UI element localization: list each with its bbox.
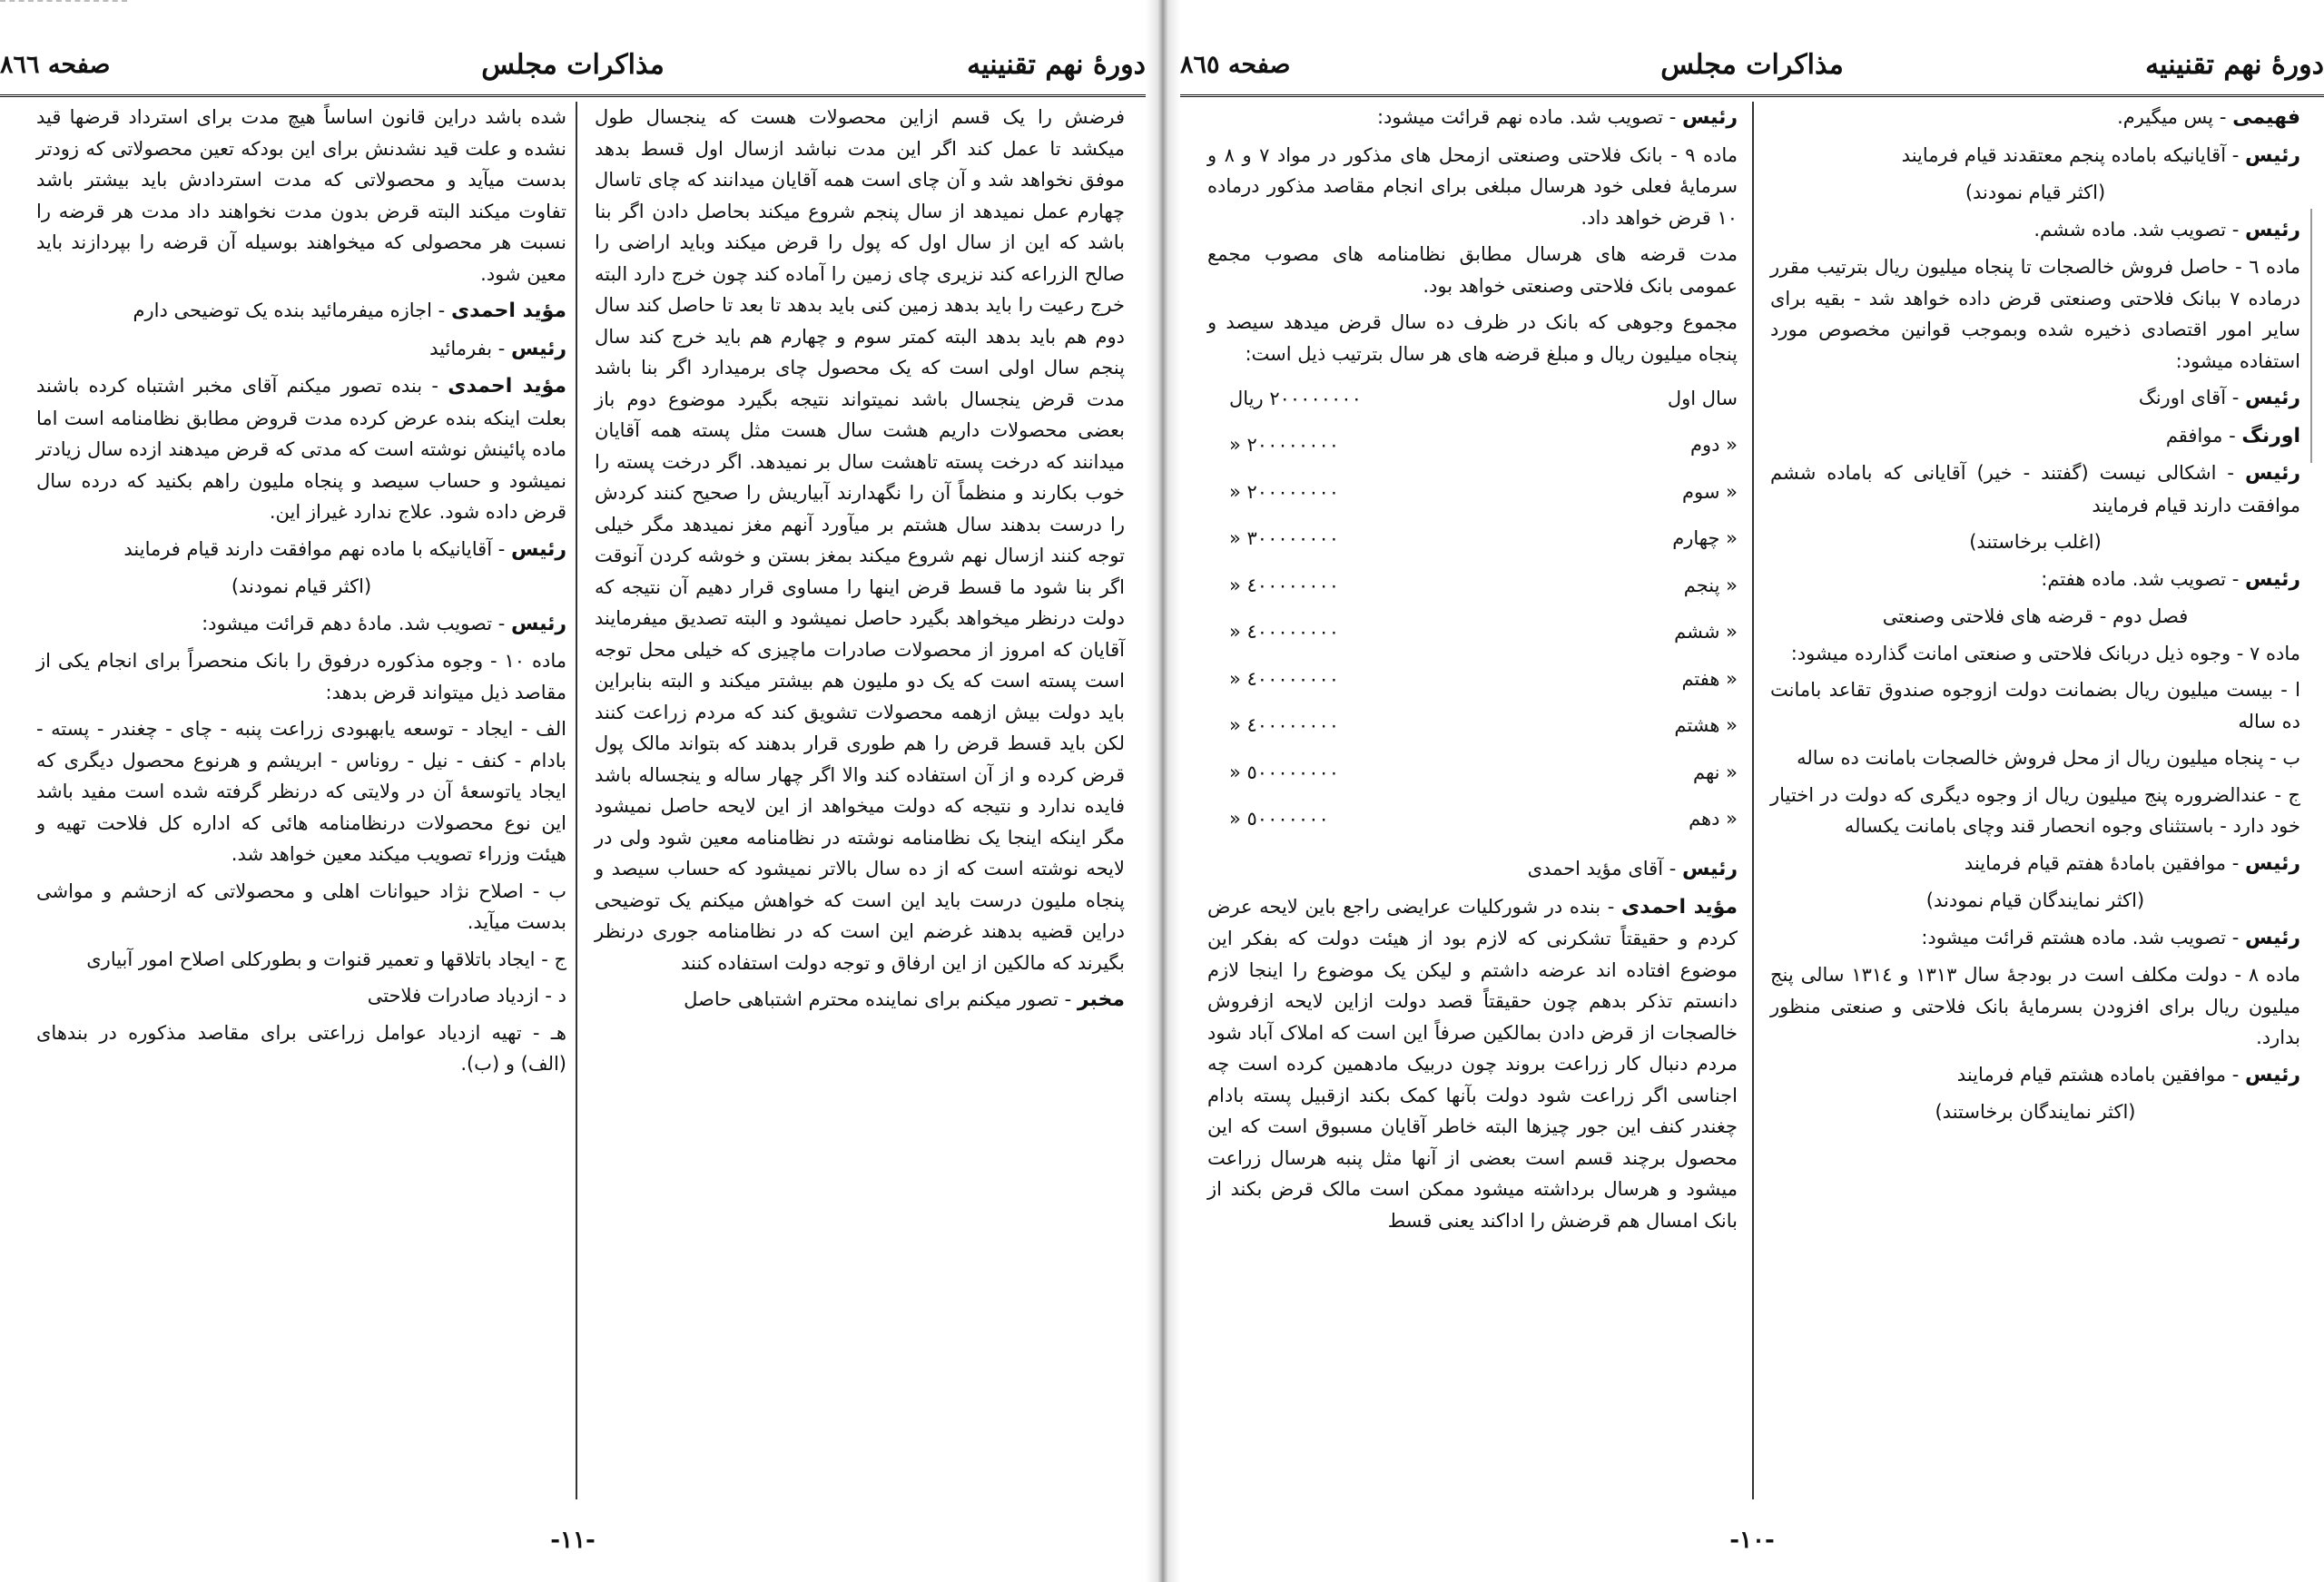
centered-note: (اغلب برخاستند) [1969,531,2102,553]
loan-table-row [1229,703,1738,750]
loan-table-row [1229,749,1738,796]
speech-paragraph: رئیس - تصویب شد. ماده هفتم: [2041,567,2300,591]
loan-amount [1229,516,1493,563]
speech-paragraph: رئیس - آقایانیکه باماده پنجم معتقدند قیام فرمایند [1901,143,2300,167]
loan-year: « چهارم [1672,527,1738,549]
body-paragraph: فرضش را یک قسم ازاین محصولات هست که ینجسال طول میکشد تا عمل کند اگر این مدت نباشد ازسال اول قسط بدهد موفق نخواهد شد و آن چای است همه آقایان میدانند که چای تاسال چهارم عمل نمیدهد از سال پنجم شروع میکند بحاصل دادن اگر بنا باشد که این از سال اول که پول را قرض میکند وباید اراضی را صالح الزراعه کند نزیری چای زمین را آماده کند چون خرج دارد البته خرج رعیت را باید بدهد زمین کنی باید بدهد تا بعد تا حاصل کند سال دوم هم باید بدهد البته کمتر سوم و چهارم هم باید خرج کند سال پنجم سال اولی است که یک محصول چای برمیدارد اگر بنا باشد مدت قرض ینجسال باشد نمیتواند نتیجه بگیرد موضوع دوم باز بعضی محصولات داریم هشت سال هست مثل پسته همه آقایان میدانند که درخت پسته تاهشت سال بر نمیدهد. اگر درخت پسته را خوب بکارند و منظماً آن را نگهدارند آبیاریش را صحیح کنند کردش را درست بدهند سال هشتم بر میآورد آنهم مغز نمیدهد مگر خیلی توجه کنند ازسال نهم شروع میکند بمغز بستن و خوشه کردن آنوقت اگر بنا شود ما قسط قرض اینها را مساوی قرار دهیم آن نتیجه که دولت درنظر میخواهد بگیرد حاصل نمیشود و البته تصدیق میفرمایند آقایان که امروز از محصولات صادرات ماچیزی که خیلی محل توجه است پسته است که یک دو ملیون هم بیشتر میکند و البته بنابراین باید دولت بیش ازهمه محصولات تشویق کند که مردم زراعت کنند لکن باید قسط قرض را هم طوری قرار بدهند که بتواند مالک پول قرض کرده و از آن استفاده کند والا اگر چهار ساله و ینجساله باشد فایده ندارد و نتیجه که دولت میخواهد از این لایحه حاصل نمیشود مگر اینکه اینجا یک نظامنامه نوشته در نظامنامه معین شود ولی در لایحه نوشته است که از ده سال بالاتر نمیشود که حساب سیصد و پنجاه ملیون درست باید این است که خواهش میکنم یک توضیحی دراین قضیه بدهند غرضم این است که در نظامنامه جوری درنظر بگیرند که مالکین از این ارفاق و توجه دولت استفاده کنند [595,106,1125,974]
body-paragraph: ماده ٦ - حاصل فروش خالصجات تا پنجاه میلیون ریال بترتیب مقرر درماده ٧ ببانک فلاحتی وصنعتی قرض داده خواهد شد - بقیه برای سایر امور اقتصادی ذخیره شده وبموجب قوانین مخصوص مورد استفاده میشود: [1770,256,2300,372]
body-paragraph: ج - ایجاد باتلاقها و تعمیر قنوات و بطورکلی اصلاح امور آبیاری [86,948,566,970]
speech-text: آقایانیکه با ماده نهم موافقت دارند قیام فرمایند [123,537,493,560]
speech-paragraph: رئیس - آقای مؤید احمدی [1527,858,1738,880]
loan-year: « دوم [1689,434,1738,456]
loan-amount [1229,468,1493,516]
speech-text: تصویب شد. مادهٔ دهم قرائت میشود: [202,612,493,634]
speaker-name: اورنگ [2241,424,2300,447]
speech-text: آقایانیکه باماده پنجم معتقدند قیام فرمایند [1901,143,2227,166]
loan-table-row [1229,609,1738,656]
speech-paragraph: رئیس - تصویب شد. ماده نهم قرائت میشود: [1376,106,1738,129]
loan-amount-value: ٥٠٠٠٠٠٠٠٠ « [1229,761,1340,783]
speaker-name: رئیس [2244,926,2300,949]
left-header-page-number: صفحه ٨٦٦ [0,51,111,79]
right-header-page-number: صفحه ٨٦٥ [1180,51,1291,79]
centered-note: (اکثر نمایندگان قیام نمودند) [1925,889,2145,911]
loan-table-row [1229,375,1738,422]
left-header-series: دورهٔ نهم تقنینیه [967,49,1146,81]
left-column-divider [576,102,577,1499]
centered-note: (اکثر نمایندگان برخاستند) [1935,1101,2136,1123]
right-page-left-column [1207,102,1738,1242]
speech-paragraph: رئیس - اشکالی نیست (گفتند - خیر) آقایانی که باماده ششم موافقت دارند قیام فرمایند [1770,462,2300,516]
loan-amount-value: ٣٠٠٠٠٠٠٠٠ « [1229,527,1340,549]
speech-paragraph: رئیس - آقای اورنگ [2138,387,2300,409]
speech-text: اشکالی نیست (گفتند - خیر) آقایانی که باماده ششم موافقت دارند قیام فرمایند [1770,462,2300,516]
body-paragraph: ج - عندالضروره پنج میلیون ریال از وجوه دیگری که دولت در اختیار خود دارد - باستثنای وجوه انحصار قند وچای بامانت یکساله [1770,783,2300,837]
speaker-name: رئیس [2244,851,2300,875]
left-page-right-column [595,102,1125,1022]
body-paragraph: ماده ١٠ - وجوه مذکوره درفوق را بانک منحصراً برای انجام یکی از مقاصد ذیل میتواند قرض بدهد: [36,650,566,703]
speech-paragraph: مؤید احمدی - بنده تصور میکنم آقای مخبر اشتباه کرده باشند بعلت اینکه بنده عرض کرده مدت قروض مطابق نظامنامه است اما ماده پائینش نوشته است که مدتی که قرض میدهند ازده سال زیادتر نمیشود و حساب سیصد و پنجاه ملیون راهم بکنید که درده سال قرض داده شود. علاج ندارد غیراز این. [36,375,566,523]
loan-amount [1229,609,1493,656]
speech-text: بفرمائید [429,337,493,359]
right-column-divider [1752,102,1754,1499]
left-page-footer: -١١- [550,1527,596,1554]
speech-paragraph: رئیس - موافقین باماده هشتم قیام فرمایند [1956,1063,2300,1086]
speech-text: تصور میکنم برای نماینده محترم اشتباهی حاصل [684,988,1059,1010]
speaker-name: رئیس [2244,567,2300,591]
loan-table-row [1229,468,1738,516]
speech-paragraph: رئیس - بفرمائید [429,337,566,360]
speech-paragraph: مؤید احمدی - بنده در شورکلیات عرایضی راجع باین لایحه عرض کردم و حقیقتاً تشکرنی که لازم بود از هیئت دولت که بفکر این موضوع افتاده اند عرضه داشتم و لیکن یک موضوع را اینجا لازم دانستم تذکر بدهم چون حقیقتاً قصد دولت ازاین لایحه ازفروش خالصجات از قرض دادن بمالکین صرفاً این است که املاک آباد شود مردم دنبال کار زراعت بروند چون دربیک مادهمین کرده است چه اجناسی اگر زراعت شود دولت بآنها کمک بکند ازقبیل پسته بادام چغندر کنف این جور چیزها البته خاطر آقایان مسبوق است که این محصول برچند قسم است بعضی از آنها مثل پنبه هرسال زراعت میشود و هرسال برداشته میشود ممکن است مالک قرض بکند از بانک امسال هم قرضش را اداکند یعنی قسط [1207,895,1738,1232]
body-paragraph: د - ازدیاد صادرات فلاحتی [367,985,566,1007]
speaker-name: رئیس [510,612,566,635]
right-page [1180,0,2324,1582]
loan-year: « سوم [1682,480,1738,503]
right-page-header [1180,42,2324,93]
speech-paragraph: رئیس - تصویب شد. ماده هشتم قرائت میشود: [1921,926,2300,949]
speech-paragraph: مخبر - تصور میکنم برای نماینده محترم اشتباهی حاصل [684,988,1125,1011]
loan-year: « هفتم [1681,667,1738,690]
speaker-name: رئیس [1681,858,1738,880]
body-paragraph: ماده ٧ - وجوه ذیل دربانک فلاحتی و صنعتی امانت گذارده میشود: [1790,642,2300,664]
loan-table-row [1229,516,1738,563]
body-paragraph: ماده ٩ - بانک فلاحتی وصنعتی ازمحل های مذکور در مواد ٧ و ٨ و سرمایهٔ فعلی خود هرسال مبلغی برای انجام مقاصد مذکور درماده ١٠ قرض خواهد داد. [1207,143,1738,229]
speaker-name: مؤید احمدی [450,300,566,322]
loan-amount-value: ٢٠٠٠٠٠٠٠٠ « [1229,480,1340,503]
loan-amount-value: ٢٠٠٠٠٠٠٠٠ « [1229,434,1340,456]
speech-text: آقای اورنگ [2138,387,2227,408]
loan-year: « پنجم [1683,574,1738,596]
scan-margin-mark [2310,209,2312,463]
speaker-name: مؤید احمدی [1620,895,1738,919]
loan-table-row [1229,796,1738,843]
loan-amount-value: ٤٠٠٠٠٠٠٠٠ « [1229,574,1340,596]
right-page-right-column [1770,102,2300,1134]
speaker-name: رئیس [2244,1063,2300,1086]
speech-paragraph: فهیمی - پس میگیرم. [2117,106,2300,129]
speech-text: تصویب شد. ماده هشتم قرائت میشود: [1921,926,2227,948]
body-paragraph: شده باشد دراین قانون اساساً هیچ مدت برای استرداد قرضها قید نشده و علت قید نشدنش برای این بودکه تعین محصولاتی که زودتر بدست میآید و محصولاتی که مدت استردادش باید بیشتر باشد تفاوت میکند البته قرض بدون مدت نخواهند داد مدت هر قرضه را نسبت هر محصولی که میخواهند بوسیله آن قرضه را بپردازند باید معین شود. [36,106,566,285]
speaker-name: رئیس [2244,462,2300,485]
speech-paragraph: رئیس - آقایانیکه با ماده نهم موافقت دارند قیام فرمایند [123,537,566,561]
loan-year: « هشتم [1674,714,1738,736]
loan-amount-value: ٤٠٠٠٠٠٠٠٠ « [1229,621,1340,643]
body-paragraph: مدت قرضه های هرسال مطابق نظامنامه های مصوب مجمع عمومی بانک فلاحتی وصنعتی خواهد بود. [1207,243,1738,297]
speaker-name: رئیس [1681,106,1738,129]
speaker-name: رئیس [2244,387,2300,409]
speech-text: اجازه میفرمائید بنده یک توضیحی دارم [133,300,432,321]
loan-table-row [1229,655,1738,703]
body-paragraph: الف - ایجاد - توسعه یابهبودی زراعت پنبه - چای - چغندر - پسته - بادام - کنف - نیل - روناس - ابریشم و هرنوع محصول دیگری که ایجاد یاتوسعهٔ آن در ولایتی که درنظر گرفته شده است مفید باشد این نوع محصولات درنظامنامه هائی که اداره کل فلاحت تهیه و هیئت وزراء تصویب میکند معین خواهد شد. [36,718,566,865]
speaker-name: رئیس [2244,218,2300,241]
centered-note: (اکثر قیام نمودند) [1965,182,2106,203]
speaker-name: مؤید احمدی [448,375,566,398]
left-header-title: مذاکرات مجلس [481,49,665,81]
speaker-name: مخبر [1077,988,1125,1011]
speech-text: تصویب شد. ماده نهم قرائت میشود: [1376,106,1664,128]
left-page-header [0,42,1146,93]
loan-amount-value: ٤٠٠٠٠٠٠٠٠ « [1229,714,1340,736]
speech-text: بنده در شورکلیات عرایضی راجع باین لایحه عرض کردم و حقیقتاً تشکرنی که لازم بود از هیئت دولت که بفکر این موضوع افتاده اند عرضه داشتم و لیکن یک موضوع را اینجا لازم دانستم تذکر بدهم چون حقیقتاً قصد دولت ازاین لایحه ازفروش خالصجات از قرض دادن بمالکین صرفاً این است که املاک آباد شود مردم دنبال کار زراعت بروند چون دربیک مادهمین کرده است چه اجناسی اگر زراعت شود دولت بآنها کمک بکند ازقبیل پسته بادام چغندر کنف این جور چیزها البته خاطر آقایان مسبوق است که این محصول برچند قسم است بعضی از آنها مثل پنبه هرسال زراعت میشود و هرسال برداشته میشود ممکن است مالک قرض بکند از بانک امسال هم قرضش را اداکند یعنی قسط [1207,895,1738,1232]
loan-amount [1229,375,1493,422]
speech-text: موافقم [2165,424,2223,447]
speech-paragraph: رئیس - تصویب شد. مادهٔ دهم قرائت میشود: [202,612,566,635]
left-page [0,0,1146,1582]
body-paragraph: هـ - تهیه ازدیاد عوامل زراعتی برای مقاصد مذکوره در بندهای (الف) و (ب). [36,1021,566,1075]
speech-text: پس میگیرم. [2117,106,2214,128]
right-page-footer: -١٠- [1729,1527,1775,1554]
loan-amount [1229,749,1493,796]
right-header-series: دورهٔ نهم تقنینیه [2145,49,2324,81]
speech-paragraph: اورنگ - موافقم [2165,424,2300,447]
body-paragraph: ا - بیست میلیون ریال بضمانت دولت ازوجوه صندوق تقاعد بامانت ده ساله [1770,679,2300,732]
loan-amount-value: ٥٠٠٠٠٠٠٠ « [1229,808,1329,830]
speech-text: آقای مؤید احمدی [1527,858,1664,879]
loan-amount [1229,422,1493,469]
loan-amount [1229,562,1493,609]
speech-paragraph: مؤید احمدی - اجازه میفرمائید بنده یک توضیحی دارم [133,300,566,322]
body-paragraph: ب - اصلاح نژاد حیوانات اهلی و محصولاتی که ازحشم و مواشی بدست میآید. [36,879,566,933]
loan-year: « نهم [1692,761,1738,783]
speaker-name: رئیس [2244,143,2300,167]
book-gutter [1146,0,1180,1582]
loan-year: « دهم [1689,808,1738,830]
loan-table-row [1229,562,1738,609]
loan-currency: ریال [1229,387,1264,409]
speech-text: تصویب شد. ماده ششم. [2034,218,2227,241]
speech-text: تصویب شد. ماده هفتم: [2041,567,2227,590]
annual-loan-table [1229,375,1738,842]
loan-amount-value: ٢٠٠٠٠٠٠٠٠ [1269,387,1362,409]
centered-note: (اکثر قیام نمودند) [231,575,372,597]
loan-amount [1229,796,1493,843]
loan-amount [1229,655,1493,703]
speech-text: موافقین بامادهٔ هفتم قیام فرمایند [1964,851,2227,874]
centered-note: فصل دوم - قرضه های فلاحتی وصنعتی [1882,605,2189,627]
speaker-name: فهیمی [2232,106,2300,129]
speaker-name: رئیس [510,537,566,561]
body-paragraph: مجموع وجوهی که بانک در ظرف ده سال قرض میدهد سیصد و پنجاه میلیون ریال و مبلغ قرضه های هر سال بترتیب ذیل است: [1207,311,1738,365]
speech-text: موافقین باماده هشتم قیام فرمایند [1956,1063,2227,1086]
loan-table-row [1229,422,1738,469]
speech-paragraph: رئیس - تصویب شد. ماده ششم. [2034,218,2300,241]
right-header-title: مذاکرات مجلس [1660,49,1844,81]
loan-amount [1229,703,1493,750]
left-header-rule [0,94,1146,97]
loan-year: سال اول [1667,387,1738,409]
body-paragraph: ب - پنجاه میلیون ریال از محل فروش خالصجات بامانت ده ساله [1797,747,2300,769]
loan-amount-value: ٤٠٠٠٠٠٠٠٠ « [1229,667,1340,690]
speech-paragraph: رئیس - موافقین بامادهٔ هفتم قیام فرمایند [1964,851,2300,875]
body-paragraph: ماده ٨ - دولت مکلف است در بودجهٔ سال ١٣١٣ و ١٣١٤ سالی پنج میلیون ریال برای افزودن بسرمایهٔ بانک فلاحتی و صنعتی منظور بدارد. [1770,964,2301,1048]
left-page-left-column [36,102,566,1086]
speaker-name: رئیس [510,337,566,360]
speech-text: بنده تصور میکنم آقای مخبر اشتباه کرده باشند بعلت اینکه بنده عرض کرده مدت قروض مطابق نظامنامه است اما ماده پائینش نوشته است که مدتی که قرض میدهند ازده سال زیادتر نمیشود و حساب سیصد و پنجاه ملیون راهم بکنید که درده سال قرض داده شود. علاج ندارد غیراز این. [36,375,566,523]
loan-year: « ششم [1674,621,1738,643]
right-header-rule [1180,94,2324,97]
